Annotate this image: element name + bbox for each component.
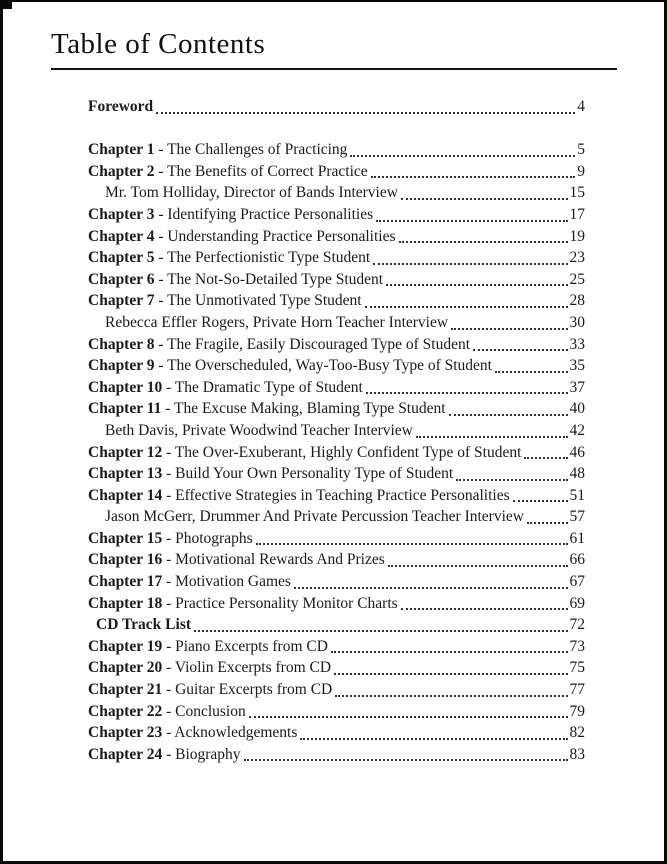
dot-leader	[350, 155, 575, 157]
toc-entry-title: - Effective Strategies in Teaching Practice Personalities	[162, 486, 510, 504]
toc-entry-title: - Photographs	[162, 529, 253, 547]
toc-page-number: 83	[569, 745, 585, 763]
scan-corner-artifact	[0, 0, 12, 9]
toc-row	[88, 744, 585, 766]
toc-entry-label	[88, 398, 446, 420]
toc-entry-prefix: Chapter 18	[88, 594, 163, 612]
toc-row	[88, 636, 585, 658]
toc-row	[88, 657, 585, 679]
toc-row	[88, 247, 585, 269]
dot-leader	[294, 587, 568, 589]
toc-entry-title: - Violin Excerpts from CD	[162, 659, 332, 677]
toc-page-number: 5	[577, 141, 585, 159]
toc-row	[88, 528, 585, 550]
toc-entry-title: - Piano Excerpts from CD	[162, 637, 328, 655]
title-rule	[51, 68, 617, 70]
toc-entry-prefix: Chapter 13	[88, 465, 163, 483]
toc-entry-label	[88, 744, 241, 766]
toc-entry-prefix: Chapter 16	[88, 551, 163, 569]
toc-row	[88, 226, 585, 248]
toc-entry-label	[88, 334, 470, 356]
dot-leader	[416, 436, 568, 438]
toc-page-number: 30	[569, 313, 585, 331]
toc-entry-title: - The Benefits of Correct Practice	[154, 162, 368, 180]
toc-row	[88, 182, 585, 204]
dot-leader	[401, 198, 568, 200]
toc-entry-label	[88, 463, 453, 485]
toc-entry-prefix: Chapter 8	[88, 335, 155, 353]
toc-entry-label	[88, 593, 398, 615]
toc-row	[88, 377, 585, 399]
toc-entry-prefix: Chapter 1	[88, 141, 155, 159]
toc-row	[88, 290, 585, 312]
toc-entry-title: - Motivation Games	[162, 573, 291, 591]
toc-list	[88, 96, 585, 765]
toc-entry-label	[105, 312, 448, 334]
toc-entry-title: - The Fragile, Easily Discouraged Type of Student	[154, 335, 471, 353]
toc-entry-prefix: Chapter 6	[88, 270, 155, 288]
dot-leader	[527, 522, 568, 524]
toc-entry-prefix: Chapter 20	[88, 659, 163, 677]
toc-entry-label	[88, 571, 291, 593]
toc-entry-label	[88, 549, 385, 571]
dot-leader	[524, 457, 567, 459]
toc-entry-label	[88, 290, 362, 312]
toc-page-number: 67	[569, 573, 585, 591]
toc-page-number: 15	[569, 184, 585, 202]
toc-row	[88, 398, 585, 420]
dot-leader	[331, 651, 568, 653]
toc-entry-prefix: Chapter 17	[88, 573, 163, 591]
toc-entry-prefix: Chapter 24	[88, 745, 163, 763]
toc-entry-label	[105, 420, 413, 442]
toc-entry-label	[88, 247, 370, 269]
toc-row	[88, 355, 585, 377]
toc-page-number: 35	[569, 357, 585, 375]
toc-entry-title: - Identifying Practice Personalities	[154, 205, 374, 223]
toc-entry-prefix: Foreword	[88, 98, 154, 115]
toc-row	[88, 463, 585, 485]
toc-entry-prefix: Chapter 22	[88, 702, 163, 720]
toc-page-number: 46	[569, 443, 585, 461]
toc-row	[88, 204, 585, 226]
toc-row	[88, 549, 585, 571]
toc-entry-title: - The Over-Exuberant, Highly Confident Type of Student	[162, 443, 522, 461]
toc-entry-title: - The Overscheduled, Way-Too-Busy Type of Student	[154, 357, 492, 375]
toc-entry-prefix: Chapter 19	[88, 637, 163, 655]
toc-page-number: 75	[569, 659, 585, 677]
toc-entry-label	[88, 204, 373, 226]
toc-entry-prefix: Chapter 14	[88, 486, 163, 504]
toc-page-number: 25	[569, 270, 585, 288]
toc-entry-label	[88, 161, 368, 183]
toc-page-number: 57	[569, 508, 585, 526]
toc-entry-label	[88, 679, 332, 701]
toc-page-number: 17	[569, 205, 585, 223]
toc-entry-title: - Motivational Rewards And Prizes	[162, 551, 385, 569]
toc-entry-title: Mr. Tom Holliday, Director of Bands Interview	[105, 184, 398, 202]
toc-page-number: 28	[569, 292, 585, 310]
dot-leader	[156, 112, 575, 114]
toc-entry-title: - The Excuse Making, Blaming Type Student	[161, 400, 446, 418]
toc-entry-title: - Guitar Excerpts from CD	[162, 681, 333, 699]
toc-entry-prefix: Chapter 9	[88, 357, 155, 375]
toc-entry-label	[105, 506, 524, 528]
toc-entry-label	[88, 528, 253, 550]
toc-row	[88, 701, 585, 723]
toc-page-number: 61	[569, 529, 585, 547]
dot-leader	[256, 543, 568, 545]
toc-row	[88, 269, 585, 291]
toc-entry-title: - Build Your Own Personality Type of Student	[162, 465, 454, 483]
toc-entry-title: - Understanding Practice Personalities	[154, 227, 396, 245]
page-title: Table of Contents	[51, 28, 266, 60]
toc-page-number: 51	[569, 486, 585, 504]
toc-page-number: 42	[569, 421, 585, 439]
toc-entry-title: - Conclusion	[162, 702, 246, 720]
dot-leader	[249, 716, 568, 718]
toc-page-number: 48	[569, 465, 585, 483]
dot-leader	[399, 241, 568, 243]
dot-leader	[194, 630, 567, 632]
toc-page-number: 9	[577, 162, 585, 180]
toc-entry-label	[88, 722, 297, 744]
toc-page-number: 69	[569, 594, 585, 612]
toc-entry-prefix: Chapter 7	[88, 292, 155, 310]
toc-entry-prefix: Chapter 23	[88, 724, 163, 742]
toc-row	[88, 96, 585, 118]
toc-entry-label	[96, 614, 191, 636]
toc-entry-label	[88, 355, 492, 377]
toc-page-number: 82	[569, 724, 585, 742]
toc-entry-label	[88, 226, 396, 248]
dot-leader	[300, 738, 567, 740]
toc-entry-label	[88, 636, 328, 658]
toc-entry-title: Rebecca Effler Rogers, Private Horn Teacher Interview	[105, 313, 449, 331]
toc-page-number: 73	[569, 637, 585, 655]
toc-gap	[88, 118, 585, 140]
toc-entry-label	[88, 96, 153, 118]
toc-entry-label	[88, 377, 363, 399]
toc-entry-prefix: Chapter 3	[88, 205, 155, 223]
toc-page-number: 33	[569, 335, 585, 353]
toc-entry-prefix: Chapter 10	[88, 378, 163, 396]
toc-entry-label	[88, 701, 246, 723]
toc-page-number: 72	[569, 616, 585, 634]
toc-page-number: 4	[577, 98, 585, 115]
dot-leader	[388, 565, 568, 567]
toc-entry-label	[88, 485, 510, 507]
dot-leader	[334, 673, 567, 675]
toc-row	[88, 614, 585, 636]
dot-leader	[376, 220, 567, 222]
toc-row	[88, 506, 585, 528]
toc-page-number: 79	[569, 702, 585, 720]
dot-leader	[244, 759, 568, 761]
toc-page-number: 19	[569, 227, 585, 245]
dot-leader	[335, 695, 567, 697]
dot-leader	[371, 176, 576, 178]
toc-page-number: 23	[569, 249, 585, 267]
toc-entry-label	[88, 442, 521, 464]
toc-entry-title: - The Challenges of Practicing	[154, 141, 348, 159]
toc-entry-title: Jason McGerr, Drummer And Private Percussion Teacher Interview	[105, 508, 524, 526]
toc-entry-title: Beth Davis, Private Woodwind Teacher Interview	[105, 421, 413, 439]
toc-row	[88, 442, 585, 464]
dot-leader	[373, 263, 567, 265]
toc-page-number: 40	[569, 400, 585, 418]
dot-leader	[449, 414, 568, 416]
dot-leader	[386, 284, 567, 286]
toc-row	[88, 722, 585, 744]
toc-entry-title: - The Not-So-Detailed Type Student	[154, 270, 384, 288]
toc-entry-prefix: Chapter 4	[88, 227, 155, 245]
toc-entry-prefix: CD Track List	[96, 616, 192, 634]
toc-entry-title: - Practice Personality Monitor Charts	[162, 594, 398, 612]
dot-leader	[456, 479, 567, 481]
toc-entry-title: - The Unmotivated Type Student	[154, 292, 362, 310]
toc-entry-label	[88, 139, 347, 161]
toc-entry-prefix: Chapter 5	[88, 249, 155, 267]
toc-entry-label	[88, 657, 331, 679]
dot-leader	[365, 306, 568, 308]
toc-row	[88, 571, 585, 593]
toc-entry-prefix: Chapter 11	[88, 400, 162, 418]
dot-leader	[513, 500, 568, 502]
dot-leader	[451, 328, 567, 330]
toc-entry-title: - The Dramatic Type of Student	[162, 378, 363, 396]
toc-row	[88, 593, 585, 615]
dot-leader	[473, 349, 567, 351]
toc-page-number: 66	[569, 551, 585, 569]
toc-row	[88, 334, 585, 356]
toc-page-number: 77	[569, 681, 585, 699]
toc-row	[88, 679, 585, 701]
toc-entry-prefix: Chapter 12	[88, 443, 163, 461]
toc-entry-label	[105, 182, 398, 204]
toc-entry-label	[88, 269, 383, 291]
toc-row	[88, 420, 585, 442]
dot-leader	[366, 392, 568, 394]
dot-leader	[401, 608, 568, 610]
toc-row	[88, 139, 585, 161]
toc-entry-title: - Biography	[162, 745, 241, 763]
toc-entry-prefix: Chapter 2	[88, 162, 155, 180]
toc-entry-prefix: Chapter 21	[88, 681, 163, 699]
toc-entry-title: - The Perfectionistic Type Student	[154, 249, 371, 267]
toc-page-number: 37	[569, 378, 585, 396]
toc-entry-prefix: Chapter 15	[88, 529, 163, 547]
toc-entry-title: - Acknowledgements	[162, 724, 298, 742]
toc-row	[88, 161, 585, 183]
dot-leader	[495, 371, 568, 373]
toc-row	[88, 312, 585, 334]
toc-row	[88, 485, 585, 507]
